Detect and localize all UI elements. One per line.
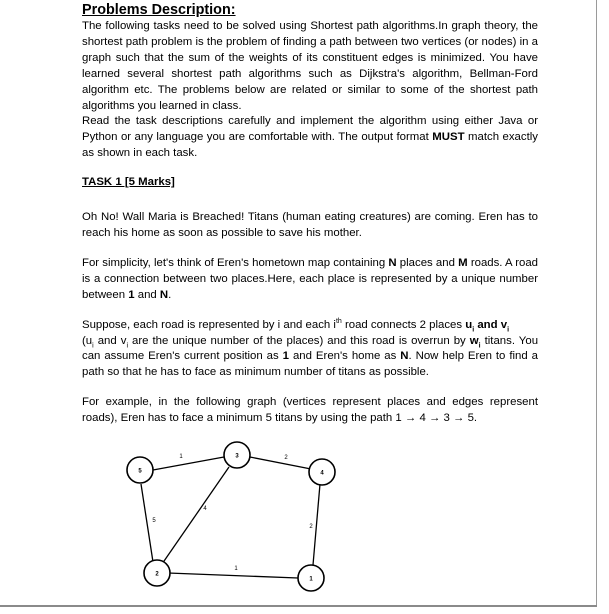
task-title: TASK 1 [5 Marks] [82,176,175,189]
story-paragraph: Oh No! Wall Maria is Breached! Titans (human eating creatures) are coming. Eren has to reach his home as soon as possible to save his mother. [82,211,538,239]
weight-2-1: 1 [234,566,238,572]
weight-5-3: 1 [179,454,183,460]
weight-4-1: 2 [309,524,313,530]
node-label-1: 1 [309,576,313,583]
intro-paragraph: The following tasks need to be solved using Shortest path algorithms.In graph theory, the shortest path problem is the problem of finding a path between two vertices (or nodes) in a graph such that the sum of the weights of its constituent edges is minimized. You have learned several shortest path algorithms such as Dijkstra's algorithm, Bellman-Ford algorithm etc. The problems below are related or similar to some of the shortest path algorithms you learned in class. [82,20,538,112]
edge-3-4 [250,457,311,469]
edge-5-2 [141,484,153,562]
weight-5-2: 5 [152,518,156,524]
document-body [82,2,538,427]
weight-3-4: 2 [284,455,288,461]
node-label-5: 5 [138,468,142,475]
weight-3-2: 4 [203,506,207,512]
node-label-3: 3 [235,453,239,460]
node-label-2: 2 [155,571,159,578]
edge-5-3 [153,457,224,470]
edge-4-1 [313,484,320,565]
page-border-bottom [0,605,597,607]
page-border-right [596,0,597,606]
node-label-4: 4 [320,470,324,477]
map-paragraph: For simplicity, let's think of Eren's hometown map containing N places and M roads. A road is a connection between two places.Here, each place is represented by a unique number between 1 and N. [82,256,538,301]
page-heading: Problems Description: [82,2,236,18]
example-paragraph: For example, in the following graph (vertices represent places and edges represent roads), Eren has to face a minimum 5 titans by using the path 1 → 4 → 3 → 5. [82,396,538,425]
edge-3-2 [162,467,229,564]
edge-2-1 [168,573,298,578]
road-paragraph: Suppose, each road is represented by i and each $i^{th}$ road connects 2 places $u_i$ and $v_i$ ($u_i$ and $v_i$ are the unique number of the places) and this road is overrun by $w_i$ titans. You can assume Eren's current position as 1 and Eren's home as N. Now help Eren to find a path so that he has to face as minimum number of titans as possible. [82,317,539,379]
example-graph [112,433,342,593]
instructions-paragraph: Read the task descriptions carefully and implement the algorithm using either Java or Python or any language you are comfortable with. The output format MUST match exactly as shown in each task. [82,115,538,160]
